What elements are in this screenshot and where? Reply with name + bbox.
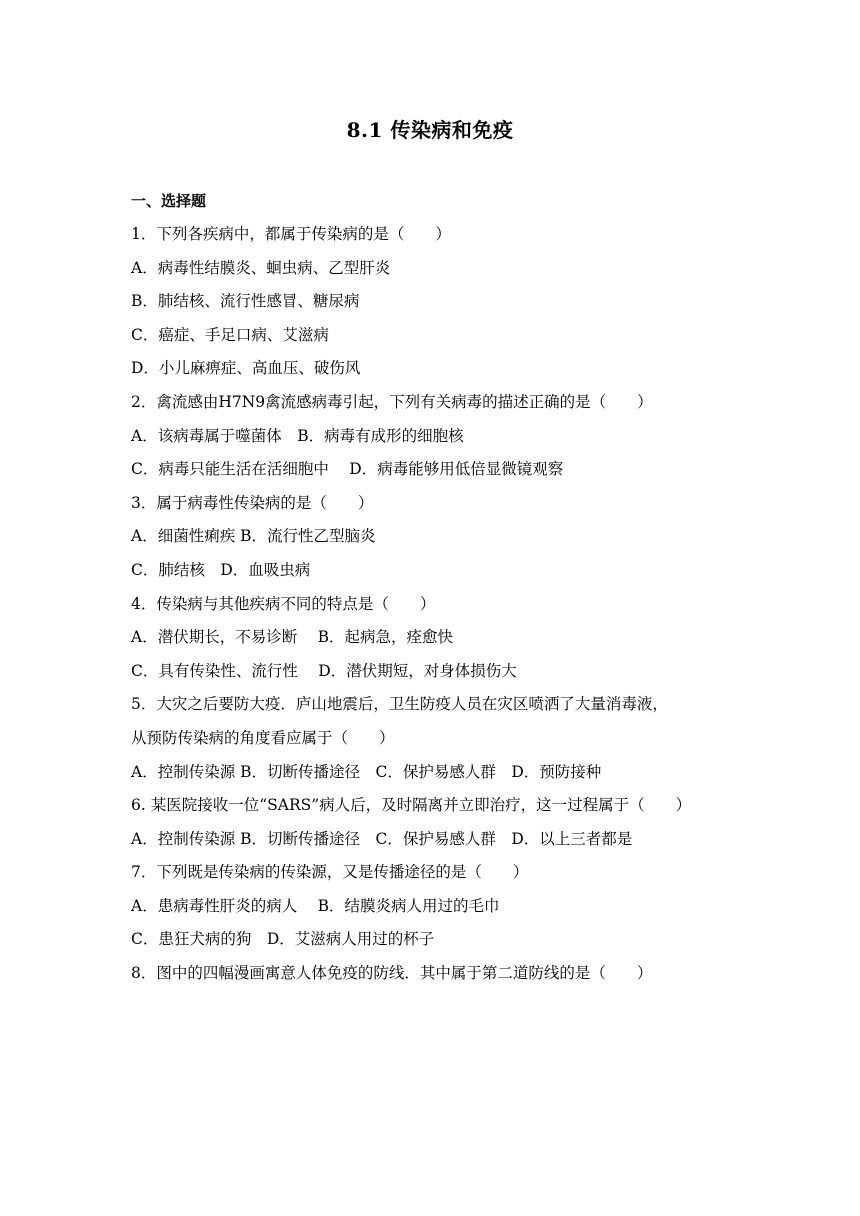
question-line: A．潜伏期长，不易诊断 B．起病急，痊愈快 <box>131 628 454 647</box>
question-list <box>131 221 731 994</box>
question-line: A．病毒性结膜炎、蛔虫病、乙型肝炎 <box>131 258 391 277</box>
question-line: 2．禽流感由H7N9禽流感病毒引起，下列有关病毒的描述正确的是（ ） <box>131 392 653 411</box>
question-line: A．控制传染源 B．切断传播途径 C．保护易感人群 D．以上三者都是 <box>131 829 633 848</box>
question-line: A．患病毒性肝炎的病人 B．结膜炎病人用过的毛巾 <box>131 896 500 915</box>
question-line: 7．下列既是传染病的传染源，又是传播途径的是（ ） <box>131 863 529 882</box>
question-line: 6. 某医院接收一位“SARS”病人后，及时隔离并立即治疗，这一过程属于（ ） <box>131 796 692 815</box>
section-heading: 一、选择题 <box>131 192 207 210</box>
question-line: 1．下列各疾病中，都属于传染病的是（ ） <box>131 225 451 243</box>
question-line: 从预防传染病的角度看应属于（ ） <box>131 728 395 747</box>
question-line: C．患狂犬病的狗 D．艾滋病人用过的杯子 <box>131 930 435 949</box>
question-line: A．细菌性痢疾 B．流行性乙型脑炎 <box>131 527 376 546</box>
question-line: A．该病毒属于噬菌体 B．病毒有成形的细胞核 <box>131 426 464 445</box>
question-line: C．病毒只能生活在活细胞中 D．病毒能够用低倍显微镜观察 <box>131 460 564 479</box>
question-line: C．肺结核 D．血吸虫病 <box>131 560 311 579</box>
question-line: A．控制传染源 B．切断传播途径 C．保护易感人群 D．预防接种 <box>131 762 602 781</box>
question-line: 3．属于病毒性传染病的是（ ） <box>131 493 374 512</box>
question-line: 4．传染病与其他疾病不同的特点是（ ） <box>131 594 436 613</box>
question-line: 5．大灾之后要防大疫．庐山地震后，卫生防疫人员在灾区喷洒了大量消毒液， <box>131 695 668 714</box>
question-line: C．具有传染性、流行性 D．潜伏期短，对身体损伤大 <box>131 661 517 680</box>
question-line: B．肺结核、流行性感冒、糖尿病 <box>131 292 360 311</box>
page-title: 8.1 传染病和免疫 <box>346 118 514 142</box>
question-line: D．小儿麻痹症、高血压、破伤风 <box>131 359 361 378</box>
question-line: 8．图中的四幅漫画寓意人体免疫的防线．其中属于第二道防线的是（ ） <box>131 964 653 983</box>
question-line: C．癌症、手足口病、艾滋病 <box>131 325 329 344</box>
